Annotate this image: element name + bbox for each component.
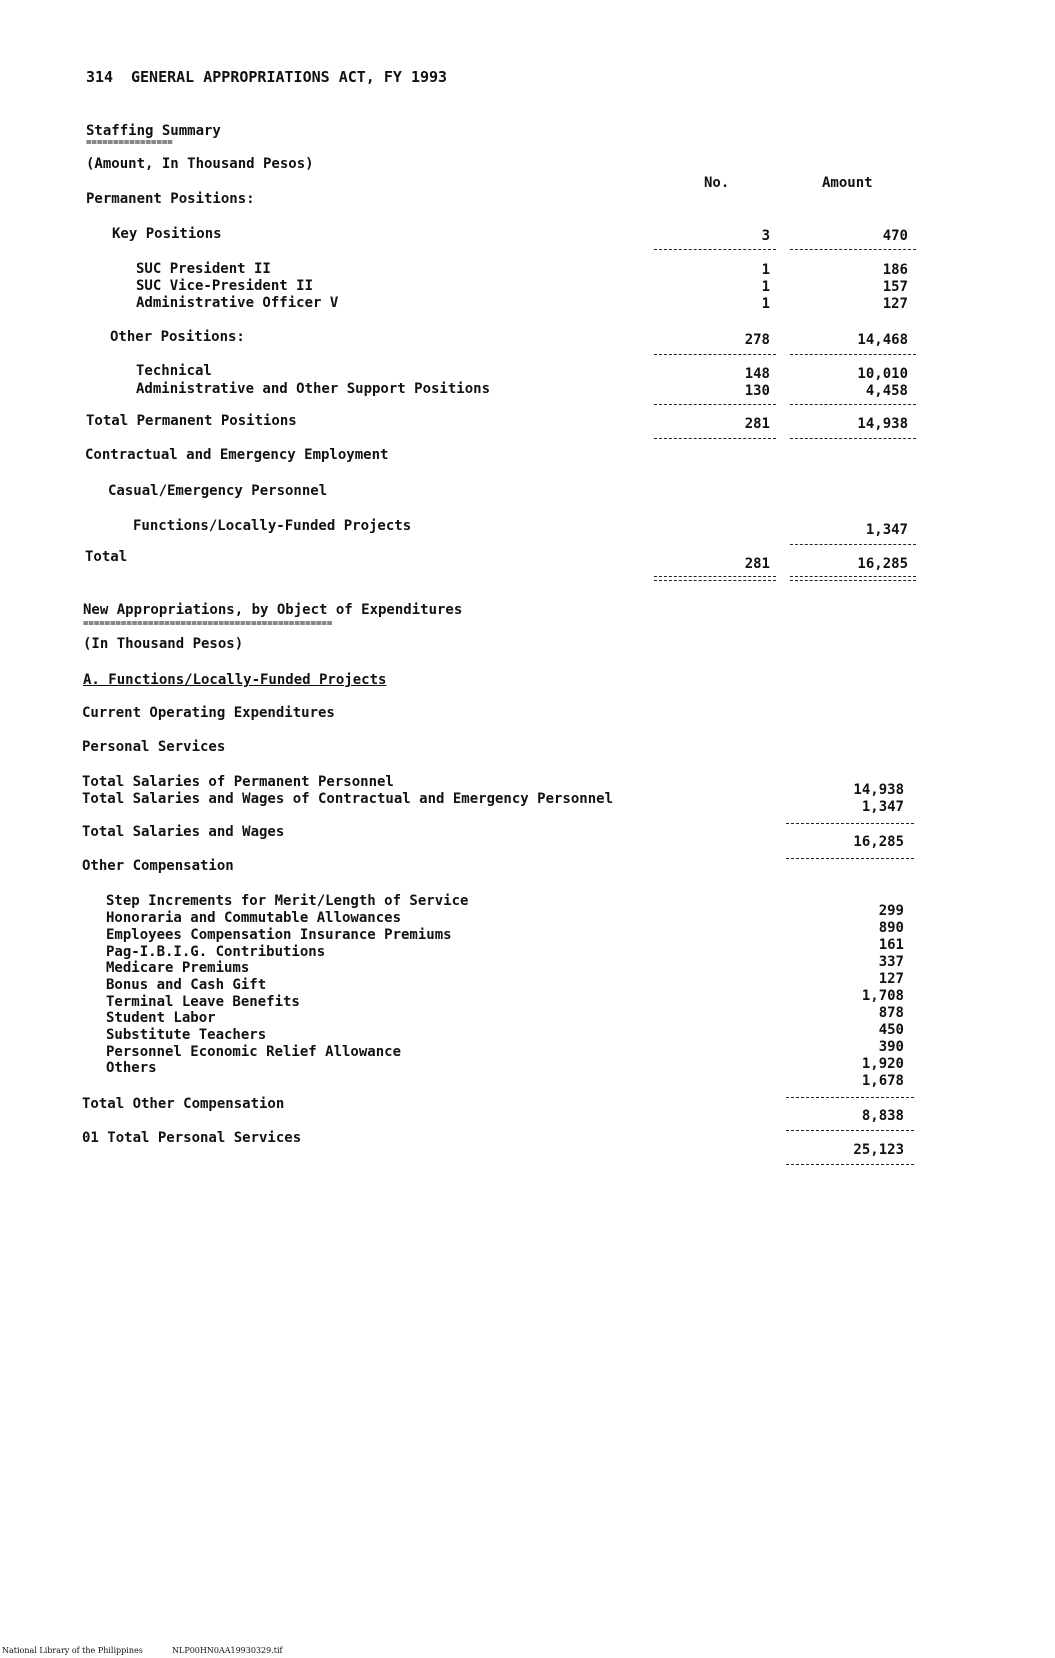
functions-amount: 1,347 xyxy=(865,522,908,538)
permanent-positions-label: Permanent Positions: xyxy=(86,191,255,207)
divider xyxy=(790,404,916,405)
appropriations-heading-rule: ============================================== xyxy=(83,619,333,629)
other-comp-item-amount: 890 xyxy=(878,920,904,936)
key-item-amount: 157 xyxy=(882,279,908,295)
other-comp-item-amount: 878 xyxy=(878,1005,904,1021)
appropriations-heading: New Appropriations, by Object of Expenditures xyxy=(83,602,463,618)
page-number: 314 xyxy=(86,68,114,86)
total-personal-services-label: 01 Total Personal Services xyxy=(82,1130,302,1146)
other-comp-item-label: Personnel Economic Relief Allowance xyxy=(106,1044,402,1060)
key-positions-label: Key Positions xyxy=(112,226,222,242)
divider xyxy=(654,354,776,355)
other-comp-item-amount: 337 xyxy=(878,954,904,970)
casual-label: Casual/Emergency Personnel xyxy=(108,483,328,499)
divider xyxy=(654,438,776,439)
other-item-label: Administrative and Other Support Positions xyxy=(136,381,491,397)
other-item-amount: 10,010 xyxy=(857,366,908,382)
other-comp-item-amount: 450 xyxy=(878,1022,904,1038)
column-header-amount: Amount xyxy=(822,175,873,191)
total-label: Total xyxy=(85,549,128,565)
key-item-amount: 127 xyxy=(882,296,908,312)
key-positions-no: 3 xyxy=(761,228,770,244)
other-item-no: 130 xyxy=(744,383,770,399)
total-personal-services-amount: 25,123 xyxy=(853,1142,904,1158)
key-positions-amount: 470 xyxy=(882,228,908,244)
other-comp-item-amount: 299 xyxy=(878,903,904,919)
key-item-no: 1 xyxy=(761,262,770,278)
divider xyxy=(790,438,916,439)
current-operating-label: Current Operating Expenditures xyxy=(82,705,335,721)
other-positions-no: 278 xyxy=(744,332,770,348)
other-comp-item-label: Employees Compensation Insurance Premiums xyxy=(106,927,452,943)
key-item-amount: 186 xyxy=(882,262,908,278)
other-item-label: Technical xyxy=(136,363,212,379)
key-item-no: 1 xyxy=(761,296,770,312)
total-other-compensation-label: Total Other Compensation xyxy=(82,1096,285,1112)
other-comp-item-amount: 1,678 xyxy=(861,1073,904,1089)
other-comp-item-label: Pag-I.B.I.G. Contributions xyxy=(106,944,326,960)
staffing-heading-rule: ================ xyxy=(86,138,173,148)
other-positions-amount: 14,468 xyxy=(857,332,908,348)
salaries-contractual-label: Total Salaries and Wages of Contractual and Emergency Personnel xyxy=(82,791,614,807)
personal-services-label: Personal Services xyxy=(82,739,226,755)
key-item-label: Administrative Officer V xyxy=(136,295,339,311)
total-salaries-label: Total Salaries and Wages xyxy=(82,824,285,840)
staffing-unit: (Amount, In Thousand Pesos) xyxy=(86,156,314,172)
divider xyxy=(790,249,916,250)
other-comp-item-amount: 127 xyxy=(878,971,904,987)
total-amount: 16,285 xyxy=(857,556,908,572)
total-other-compensation-amount: 8,838 xyxy=(861,1108,904,1124)
other-comp-item-label: Honoraria and Commutable Allowances xyxy=(106,910,402,926)
other-comp-item-label: Student Labor xyxy=(106,1010,216,1026)
divider xyxy=(786,858,914,859)
other-comp-item-label: Bonus and Cash Gift xyxy=(106,977,267,993)
other-compensation-label: Other Compensation xyxy=(82,858,234,874)
salaries-contractual-amount: 1,347 xyxy=(861,799,904,815)
total-permanent-label: Total Permanent Positions xyxy=(86,413,297,429)
key-item-no: 1 xyxy=(761,279,770,295)
appropriations-unit: (In Thousand Pesos) xyxy=(83,636,244,652)
contractual-label: Contractual and Emergency Employment xyxy=(85,447,389,463)
total-salaries-amount: 16,285 xyxy=(853,834,904,850)
double-divider xyxy=(654,576,776,581)
staffing-heading: Staffing Summary xyxy=(86,123,221,139)
divider xyxy=(654,404,776,405)
other-comp-item-amount: 161 xyxy=(878,937,904,953)
divider xyxy=(654,249,776,250)
divider xyxy=(786,1097,914,1098)
total-permanent-no: 281 xyxy=(744,416,770,432)
other-comp-item-amount: 1,920 xyxy=(861,1056,904,1072)
other-comp-item-label: Terminal Leave Benefits xyxy=(106,994,300,1010)
column-header-no: No. xyxy=(704,175,730,191)
page-title: GENERAL APPROPRIATIONS ACT, FY 1993 xyxy=(131,68,448,86)
divider xyxy=(790,354,916,355)
double-divider xyxy=(790,576,916,581)
other-positions-label: Other Positions: xyxy=(110,329,245,345)
divider xyxy=(786,823,914,824)
key-item-label: SUC President II xyxy=(136,261,271,277)
other-comp-item-label: Step Increments for Merit/Length of Service xyxy=(106,893,469,909)
salaries-permanent-label: Total Salaries of Permanent Personnel xyxy=(82,774,394,790)
section-a-heading: A. Functions/Locally-Funded Projects xyxy=(83,672,387,688)
other-item-amount: 4,458 xyxy=(865,383,908,399)
divider xyxy=(786,1164,914,1165)
other-comp-item-amount: 390 xyxy=(878,1039,904,1055)
other-comp-item-label: Others xyxy=(106,1060,157,1076)
footer-library: National Library of the Philippines xyxy=(2,1646,143,1655)
total-permanent-amount: 14,938 xyxy=(857,416,908,432)
salaries-permanent-amount: 14,938 xyxy=(853,782,904,798)
divider xyxy=(786,1130,914,1131)
functions-label: Functions/Locally-Funded Projects xyxy=(133,518,412,534)
other-comp-item-label: Substitute Teachers xyxy=(106,1027,267,1043)
other-comp-item-label: Medicare Premiums xyxy=(106,960,250,976)
divider xyxy=(790,544,916,545)
other-comp-item-amount: 1,708 xyxy=(861,988,904,1004)
other-item-no: 148 xyxy=(744,366,770,382)
key-item-label: SUC Vice-President II xyxy=(136,278,314,294)
footer-file: NLP00HN0AA19930329.tif xyxy=(172,1646,283,1655)
total-no: 281 xyxy=(744,556,770,572)
